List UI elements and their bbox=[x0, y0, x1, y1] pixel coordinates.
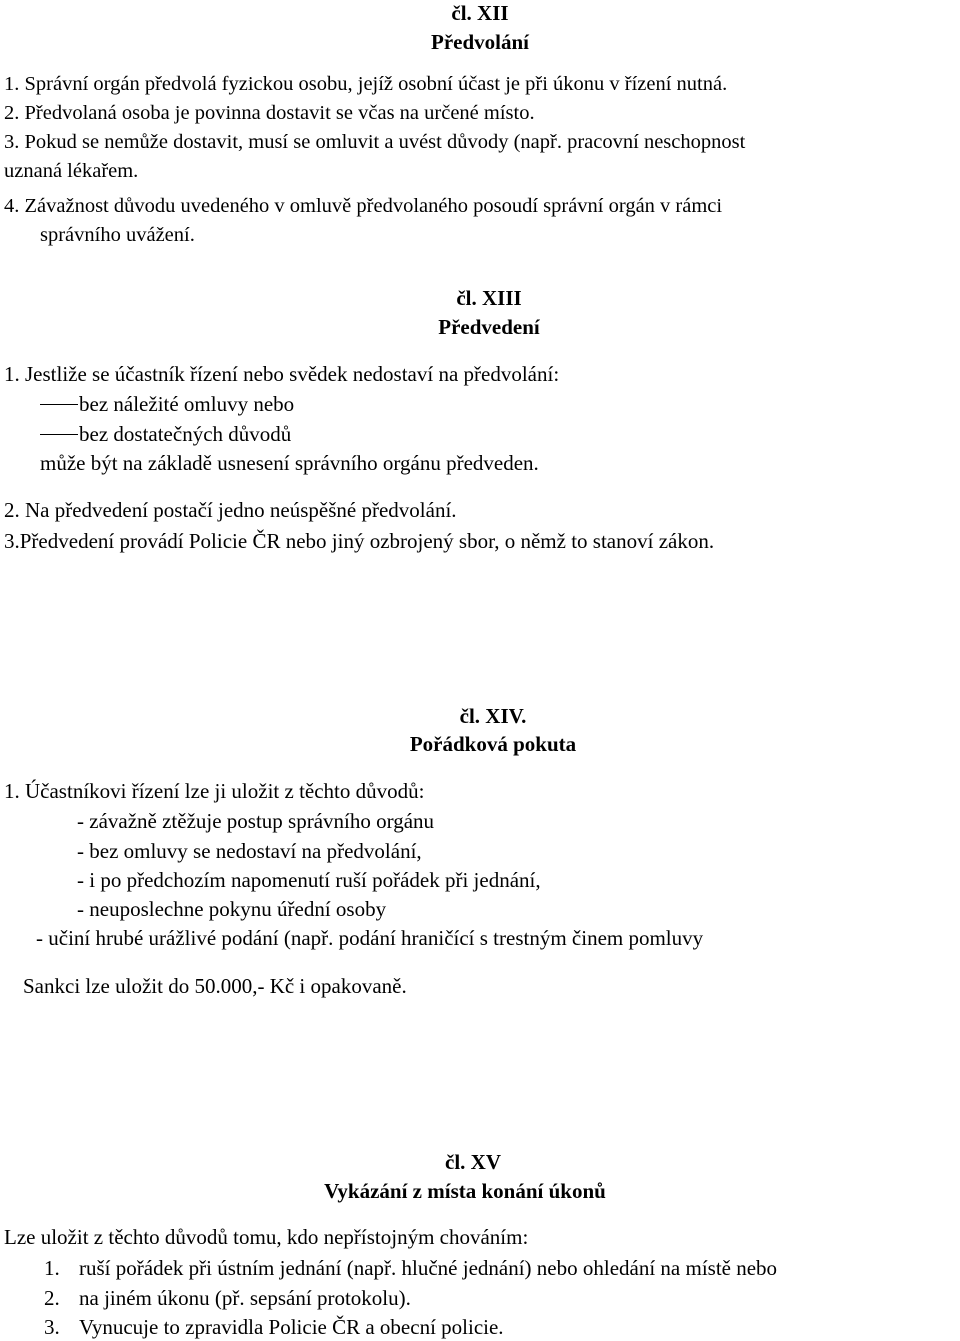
xiv-sanction: Sankci lze uložit do 50.000,- Kč i opakovaně. bbox=[23, 974, 407, 998]
xiv-reason-2: - bez omluvy se nedostaví na předvolání, bbox=[77, 839, 422, 863]
xii-item-4: 4. Závažnost důvodu uvedeného v omluvě předvolaného posoudí správní orgán v rámci bbox=[4, 195, 723, 217]
xiii-bullet-1: bez náležité omluvy nebo bbox=[79, 392, 295, 416]
xv-item-1-number: 1. bbox=[44, 1256, 60, 1280]
xv-item-3-number: 3. bbox=[44, 1315, 60, 1339]
xv-item-1: ruší pořádek při ústním jednání (např. hlučné jednání) nebo ohledání na místě nebo bbox=[79, 1256, 778, 1280]
xiii-item-2: 2. Na předvedení postačí jedno neúspěšné předvolání. bbox=[4, 498, 457, 522]
article-xii-number: čl. XII bbox=[451, 1, 509, 25]
xv-intro: Lze uložit z těchto důvodů tomu, kdo nepřístojným chováním: bbox=[4, 1225, 529, 1249]
article-xii-title: Předvolání bbox=[431, 30, 529, 54]
article-xiii-title: Předvedení bbox=[438, 315, 540, 339]
bullet-dash bbox=[40, 404, 78, 405]
xiv-reason-3: - i po předchozím napomenutí ruší pořádek při jednání, bbox=[77, 868, 541, 892]
xiv-reason-1: - závažně ztěžuje postup správního orgánu bbox=[77, 809, 435, 833]
bullet-dash bbox=[40, 434, 78, 435]
xii-item-2: 2. Předvolaná osoba je povinna dostavit se včas na určené místo. bbox=[4, 102, 535, 124]
xv-item-3: Vynucuje to zpravidla Policie ČR a obecní policie. bbox=[79, 1315, 504, 1339]
article-xiv-title: Pořádková pokuta bbox=[409, 732, 577, 756]
xiii-intro: 1. Jestliže se účastník řízení nebo svědek nedostaví na předvolání: bbox=[4, 362, 560, 386]
xii-item-3-cont: uznaná lékařem. bbox=[4, 160, 139, 182]
xv-item-2: na jiném úkonu (př. sepsání protokolu). bbox=[79, 1286, 411, 1310]
xv-item-2-number: 2. bbox=[44, 1286, 60, 1310]
xiv-reason-4: - neuposlechne pokynu úřední osoby bbox=[77, 897, 387, 921]
xii-item-1: 1. Správní orgán předvolá fyzickou osobu, jejíž osobní účast je při úkonu v řízení nutná. bbox=[4, 73, 728, 95]
article-xiii-number: čl. XIII bbox=[456, 286, 522, 310]
article-xiv-number: čl. XIV. bbox=[459, 704, 527, 728]
article-xv-title: Vykázání z místa konání úkonů bbox=[324, 1179, 606, 1203]
xiv-reason-5: - učiní hrubé urážlivé podání (např. podání hraničící s trestným činem pomluvy bbox=[36, 926, 704, 950]
xii-item-3: 3. Pokud se nemůže dostavit, musí se omluvit a uvést důvody (např. pracovní neschopnost bbox=[4, 131, 746, 153]
xiv-intro: 1. Účastníkovi řízení lze ji uložit z těchto důvodů: bbox=[4, 779, 425, 803]
xiii-item-3: 3.Předvedení provádí Policie ČR nebo jiný ozbrojený sbor, o němž to stanoví zákon. bbox=[4, 529, 715, 553]
xiii-conclusion: může být na základě usnesení správního orgánu předveden. bbox=[40, 451, 539, 475]
xii-item-4-cont: správního uvážení. bbox=[40, 224, 195, 246]
xiii-bullet-2: bez dostatečných důvodů bbox=[79, 422, 292, 446]
article-xv-number: čl. XV bbox=[445, 1150, 501, 1174]
